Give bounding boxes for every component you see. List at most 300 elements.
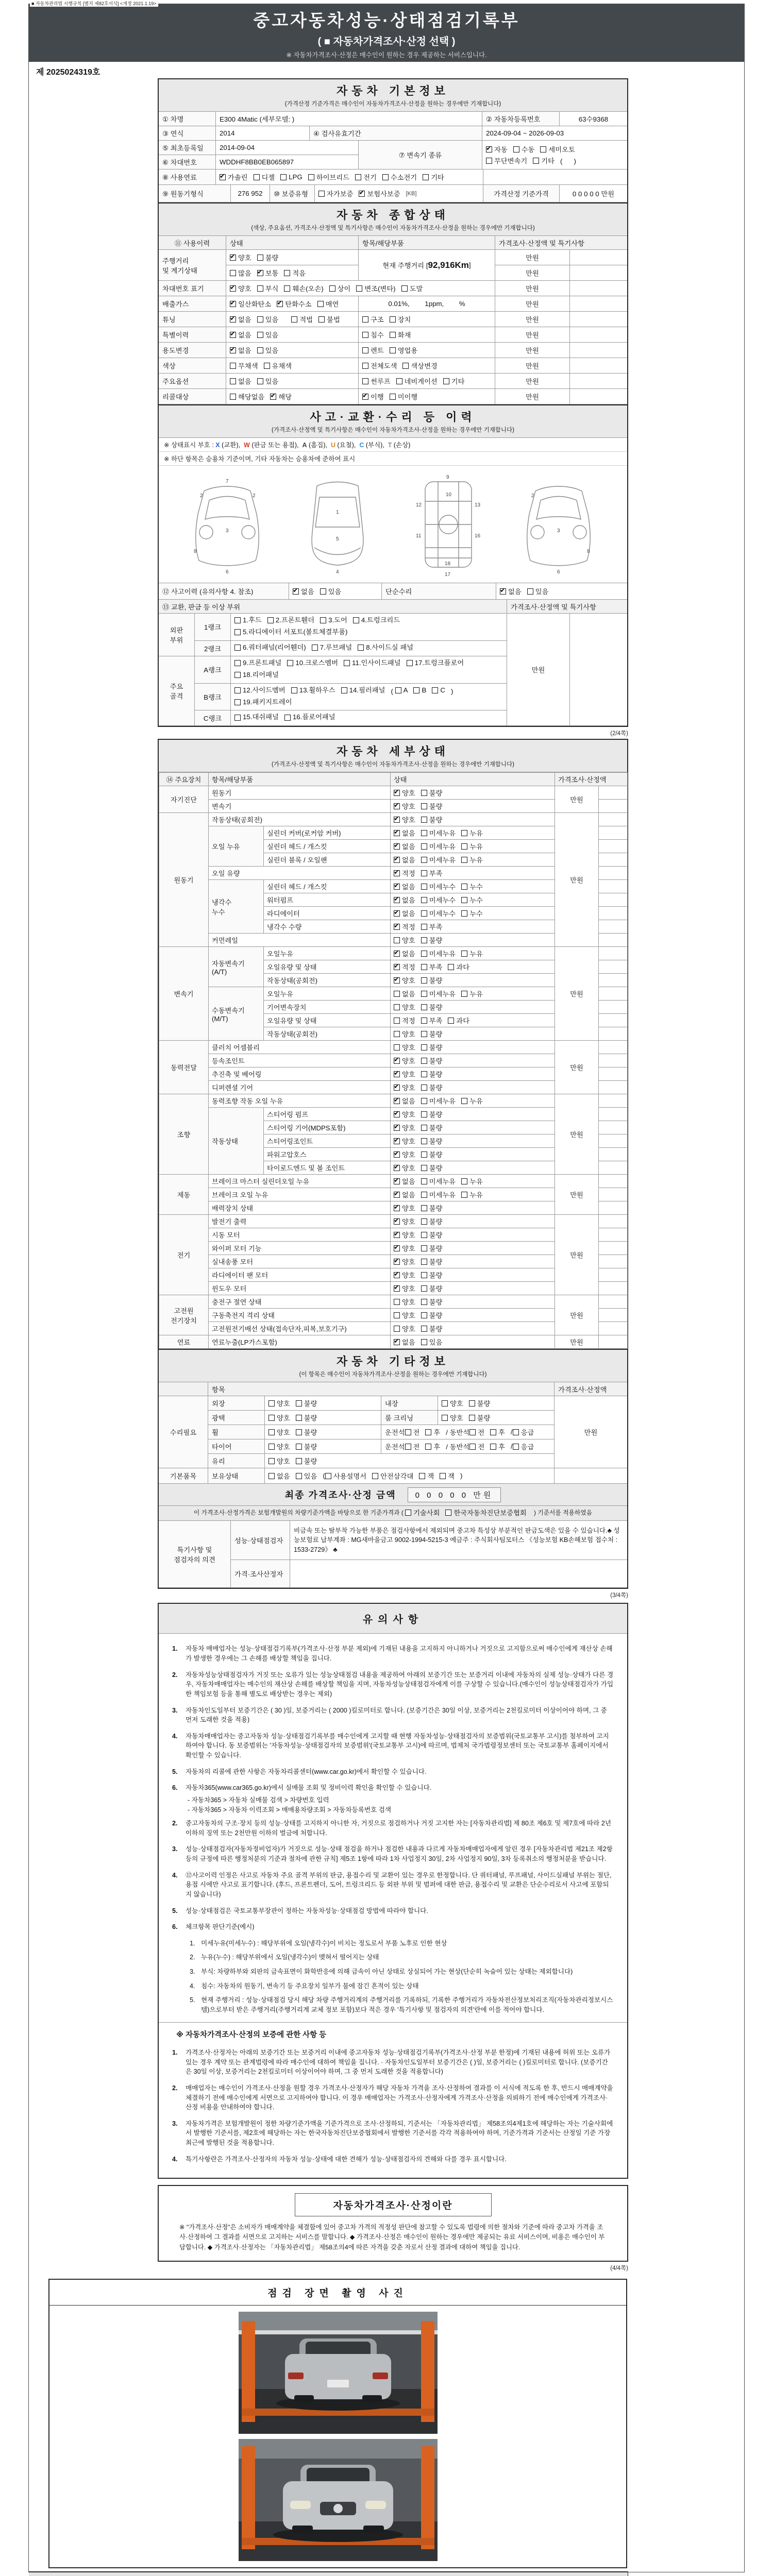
- checkbox-option[interactable]: 불량: [421, 1310, 443, 1320]
- checkbox-option[interactable]: 색상변경: [402, 361, 437, 370]
- checkbox[interactable]: [394, 937, 400, 943]
- checkbox[interactable]: [421, 817, 427, 823]
- checkbox-option[interactable]: 양호: [268, 1427, 290, 1437]
- checkbox-option[interactable]: 불량: [257, 252, 279, 262]
- checkbox[interactable]: [394, 1084, 400, 1091]
- checkbox-option[interactable]: ✔ 가솔린: [220, 172, 248, 182]
- checkbox[interactable]: [421, 790, 427, 796]
- checkbox-option[interactable]: 렌트: [362, 345, 384, 355]
- checkbox-option[interactable]: 잭: [419, 1471, 434, 1481]
- checkbox-option[interactable]: 있음: [527, 586, 549, 596]
- checkbox-option[interactable]: 누수: [461, 882, 483, 891]
- checkbox[interactable]: [230, 332, 236, 338]
- checkbox-option[interactable]: 누유: [461, 1096, 483, 1106]
- checkbox-option[interactable]: 없음: [394, 989, 415, 998]
- checkbox-option[interactable]: ✔ 양호: [394, 975, 415, 985]
- checkbox[interactable]: [421, 1058, 427, 1064]
- checkbox-option[interactable]: 1.후드: [234, 615, 262, 626]
- checkbox-option[interactable]: 불량: [296, 1427, 317, 1437]
- checkbox-option[interactable]: 불량: [421, 1029, 443, 1039]
- checkbox[interactable]: [461, 910, 467, 917]
- checkbox[interactable]: [421, 1098, 427, 1104]
- checkbox-option[interactable]: ✔ 탄화수소: [277, 299, 311, 309]
- checkbox-option[interactable]: ✔ 없음: [394, 1176, 415, 1186]
- checkbox-option[interactable]: 불량: [469, 1398, 491, 1408]
- checkbox-option[interactable]: 불량: [421, 1324, 443, 1333]
- checkbox[interactable]: [533, 158, 539, 164]
- checkbox[interactable]: [395, 687, 401, 693]
- checkbox-option[interactable]: ✔ 양호: [230, 252, 251, 262]
- checkbox[interactable]: [402, 363, 409, 369]
- checkbox-option[interactable]: A: [395, 685, 408, 696]
- checkbox[interactable]: [461, 857, 467, 863]
- checkbox[interactable]: [448, 964, 454, 970]
- checkbox[interactable]: [296, 1458, 302, 1464]
- checkbox[interactable]: [394, 964, 400, 970]
- checkbox[interactable]: [421, 1192, 427, 1198]
- checkbox[interactable]: [421, 1339, 427, 1345]
- checkbox[interactable]: [461, 830, 467, 836]
- checkbox-option[interactable]: 12.사이드멤버: [234, 685, 285, 696]
- checkbox[interactable]: [421, 977, 427, 984]
- checkbox-option[interactable]: 화재: [390, 330, 411, 340]
- checkbox-option[interactable]: 10.크로스멤버: [287, 658, 338, 669]
- checkbox-option[interactable]: 구조: [362, 314, 384, 324]
- checkbox[interactable]: [230, 363, 236, 369]
- checkbox[interactable]: [234, 715, 241, 721]
- checkbox-option[interactable]: 양호: [442, 1398, 463, 1408]
- checkbox-option[interactable]: 불량: [421, 1270, 443, 1280]
- checkbox[interactable]: [230, 316, 236, 323]
- checkbox-option[interactable]: 누유: [461, 948, 483, 958]
- checkbox[interactable]: [394, 803, 400, 809]
- checkbox[interactable]: [527, 588, 533, 595]
- checkbox-option[interactable]: 변조(변타): [356, 283, 395, 293]
- checkbox[interactable]: [394, 884, 400, 890]
- checkbox[interactable]: [390, 347, 396, 353]
- checkbox[interactable]: [394, 1071, 400, 1077]
- checkbox[interactable]: [296, 1415, 302, 1421]
- checkbox-option[interactable]: 도말: [401, 283, 423, 293]
- checkbox[interactable]: [421, 1018, 427, 1024]
- checkbox[interactable]: [421, 870, 427, 876]
- checkbox[interactable]: [461, 1178, 467, 1184]
- checkbox-option[interactable]: 전: [405, 1442, 420, 1451]
- checkbox-option[interactable]: 적음: [284, 268, 306, 278]
- checkbox-option[interactable]: 불량: [421, 1056, 443, 1065]
- checkbox-option[interactable]: 7.루브패널: [312, 642, 352, 653]
- checkbox-option[interactable]: ✔ 없음: [230, 345, 251, 355]
- checkbox[interactable]: [220, 174, 226, 180]
- checkbox-option[interactable]: ✔ 없음: [394, 1190, 415, 1199]
- checkbox-option[interactable]: 누유: [461, 1176, 483, 1186]
- checkbox[interactable]: [257, 270, 263, 276]
- checkbox-option[interactable]: 6.쿼터패널(리어휀더): [234, 642, 306, 653]
- checkbox[interactable]: [280, 174, 287, 180]
- checkbox-option[interactable]: ✔ 양호: [394, 1203, 415, 1213]
- checkbox[interactable]: [277, 301, 283, 307]
- checkbox[interactable]: [421, 1151, 427, 1158]
- checkbox[interactable]: [234, 699, 241, 705]
- checkbox-option[interactable]: ✔ 없음: [394, 855, 415, 865]
- checkbox[interactable]: [461, 1192, 467, 1198]
- checkbox-option[interactable]: 누유: [461, 855, 483, 865]
- checkbox[interactable]: [320, 588, 326, 595]
- checkbox[interactable]: [413, 687, 419, 693]
- checkbox[interactable]: [394, 1151, 400, 1158]
- checkbox-option[interactable]: 하이브리드: [308, 172, 349, 182]
- checkbox[interactable]: [308, 174, 314, 180]
- checkbox-option[interactable]: 미이행: [390, 392, 418, 401]
- checkbox-option[interactable]: 양호: [394, 1324, 415, 1333]
- checkbox-option[interactable]: 미세누수: [421, 895, 456, 905]
- checkbox-option[interactable]: 불량: [421, 1123, 443, 1132]
- checkbox-option[interactable]: 불법: [318, 314, 340, 324]
- checkbox[interactable]: [268, 1429, 275, 1435]
- checkbox[interactable]: [461, 897, 467, 903]
- checkbox[interactable]: [421, 1326, 427, 1332]
- checkbox[interactable]: [318, 316, 325, 323]
- checkbox-option[interactable]: 미세누유: [421, 828, 456, 838]
- checkbox[interactable]: [394, 951, 400, 957]
- checkbox-option[interactable]: ✔ 없음: [394, 828, 415, 838]
- checkbox-option[interactable]: ✔ 양호: [394, 788, 415, 798]
- checkbox[interactable]: [325, 1473, 331, 1479]
- checkbox[interactable]: [362, 332, 368, 338]
- checkbox[interactable]: [284, 715, 291, 721]
- checkbox[interactable]: [425, 1444, 431, 1450]
- checkbox-option[interactable]: 누유: [461, 841, 483, 851]
- checkbox[interactable]: [394, 1058, 400, 1064]
- checkbox[interactable]: [513, 146, 519, 152]
- checkbox-option[interactable]: ✔ 양호: [394, 1243, 415, 1253]
- checkbox-option[interactable]: 응급: [513, 1442, 534, 1451]
- checkbox[interactable]: [296, 1400, 302, 1406]
- checkbox[interactable]: [344, 660, 350, 666]
- checkbox-option[interactable]: ✔ 없음: [500, 586, 522, 596]
- checkbox-option[interactable]: 부족: [421, 962, 443, 972]
- checkbox[interactable]: [254, 174, 260, 180]
- checkbox-option[interactable]: 16.플로어패널: [284, 712, 335, 723]
- checkbox[interactable]: [490, 1429, 496, 1435]
- checkbox-option[interactable]: 전: [469, 1427, 484, 1437]
- checkbox[interactable]: [407, 660, 413, 666]
- checkbox[interactable]: [421, 964, 427, 970]
- checkbox-option[interactable]: ✔ 양호: [394, 1082, 415, 1092]
- checkbox[interactable]: [230, 285, 236, 292]
- checkbox-option[interactable]: 세미오토: [540, 144, 575, 154]
- checkbox[interactable]: [394, 1312, 400, 1318]
- checkbox-option[interactable]: 전체도색: [362, 361, 397, 370]
- checkbox[interactable]: [421, 1312, 427, 1318]
- checkbox[interactable]: [421, 1044, 427, 1050]
- checkbox-option[interactable]: 11.인사이드패널: [344, 658, 401, 669]
- checkbox[interactable]: [257, 316, 263, 323]
- checkbox-option[interactable]: ✔ 양호: [394, 1123, 415, 1132]
- checkbox[interactable]: [394, 1178, 400, 1184]
- checkbox-option[interactable]: 무단변속기: [486, 156, 527, 165]
- checkbox[interactable]: [268, 1415, 275, 1421]
- checkbox[interactable]: [234, 617, 241, 623]
- checkbox[interactable]: [421, 1004, 427, 1010]
- checkbox[interactable]: [421, 910, 427, 917]
- checkbox[interactable]: [421, 803, 427, 809]
- checkbox[interactable]: [421, 1218, 427, 1225]
- checkbox[interactable]: [394, 1192, 400, 1198]
- checkbox[interactable]: [394, 897, 400, 903]
- checkbox[interactable]: [443, 378, 449, 384]
- checkbox-option[interactable]: 매연: [317, 299, 339, 309]
- checkbox[interactable]: [394, 1218, 400, 1225]
- checkbox-option[interactable]: 양호: [394, 1310, 415, 1320]
- checkbox[interactable]: [421, 1071, 427, 1077]
- checkbox[interactable]: [421, 1259, 427, 1265]
- checkbox-option[interactable]: 안전삼각대: [372, 1471, 413, 1481]
- checkbox[interactable]: [421, 1232, 427, 1238]
- checkbox-option[interactable]: 기타: [423, 172, 444, 182]
- checkbox-option[interactable]: ✔ 없음: [293, 586, 314, 596]
- checkbox-option[interactable]: ✔ 해당: [270, 392, 292, 401]
- checkbox-option[interactable]: 전: [405, 1427, 420, 1437]
- checkbox-option[interactable]: ✔ 없음: [394, 948, 415, 958]
- checkbox[interactable]: [394, 1326, 400, 1332]
- checkbox-option[interactable]: 수동: [513, 144, 535, 154]
- checkbox[interactable]: [362, 394, 368, 400]
- checkbox-option[interactable]: ✔ 적정: [394, 962, 415, 972]
- checkbox-option[interactable]: ✔ 없음: [394, 895, 415, 905]
- checkbox-option[interactable]: 양호: [394, 1042, 415, 1052]
- checkbox[interactable]: [230, 347, 236, 353]
- checkbox[interactable]: [421, 1299, 427, 1305]
- checkbox[interactable]: [405, 1429, 411, 1435]
- checkbox[interactable]: [394, 1044, 400, 1050]
- checkbox[interactable]: [469, 1429, 476, 1435]
- checkbox[interactable]: [353, 617, 359, 623]
- checkbox-option[interactable]: ✔ 없음: [394, 1337, 415, 1347]
- checkbox-option[interactable]: B: [413, 685, 426, 696]
- checkbox[interactable]: [421, 1245, 427, 1251]
- checkbox-option[interactable]: 누유: [461, 989, 483, 998]
- checkbox[interactable]: [419, 1473, 425, 1479]
- checkbox[interactable]: [257, 332, 263, 338]
- checkbox-option[interactable]: ✔ 양호: [394, 1109, 415, 1119]
- checkbox-option[interactable]: 불량: [469, 1413, 491, 1422]
- checkbox-option[interactable]: C: [432, 685, 445, 696]
- checkbox[interactable]: [461, 1098, 467, 1104]
- checkbox-option[interactable]: 있음: [257, 330, 279, 340]
- checkbox[interactable]: [442, 1415, 448, 1421]
- checkbox-option[interactable]: 적법: [291, 314, 313, 324]
- checkbox[interactable]: [257, 347, 263, 353]
- checkbox-option[interactable]: ✔ 양호: [394, 1069, 415, 1079]
- checkbox[interactable]: [421, 830, 427, 836]
- checkbox-option[interactable]: 해당없음: [230, 392, 264, 401]
- checkbox-option[interactable]: 네비게이션: [396, 376, 438, 386]
- checkbox[interactable]: [362, 316, 368, 323]
- checkbox-option[interactable]: ✔ 양호: [394, 815, 415, 824]
- checkbox-option[interactable]: 양호: [268, 1413, 290, 1422]
- checkbox[interactable]: [362, 378, 368, 384]
- checkbox-option[interactable]: 훼손(오손): [284, 283, 323, 293]
- checkbox[interactable]: [394, 870, 400, 876]
- checkbox[interactable]: [230, 394, 236, 400]
- checkbox-option[interactable]: ✔ 양호: [394, 1257, 415, 1266]
- checkbox[interactable]: [421, 1272, 427, 1278]
- checkbox-option[interactable]: 과다: [448, 1015, 469, 1025]
- checkbox-option[interactable]: 19.패키지트레이: [234, 697, 292, 708]
- checkbox-option[interactable]: 한국자동차진단보증협회: [445, 1507, 526, 1517]
- checkbox[interactable]: [394, 1259, 400, 1265]
- checkbox-option[interactable]: 있음: [296, 1471, 317, 1481]
- checkbox-option[interactable]: 양호: [268, 1442, 290, 1451]
- checkbox-option[interactable]: 13.휠하우스: [291, 685, 335, 696]
- checkbox[interactable]: [394, 830, 400, 836]
- checkbox-option[interactable]: 미세누유: [421, 948, 456, 958]
- checkbox-option[interactable]: 상이: [329, 283, 351, 293]
- checkbox[interactable]: [421, 1125, 427, 1131]
- checkbox-option[interactable]: 불량: [421, 801, 443, 811]
- checkbox-option[interactable]: 미세누유: [421, 1176, 456, 1186]
- checkbox-option[interactable]: 유채색: [264, 361, 292, 370]
- checkbox-option[interactable]: ✔ 양호: [394, 801, 415, 811]
- checkbox-option[interactable]: 5.라디에이터 서포트(볼트체결부품): [234, 627, 347, 638]
- checkbox-option[interactable]: 전: [469, 1442, 484, 1451]
- checkbox[interactable]: [394, 1232, 400, 1238]
- checkbox[interactable]: [500, 588, 506, 595]
- checkbox[interactable]: [312, 645, 318, 651]
- checkbox[interactable]: [394, 1245, 400, 1251]
- checkbox[interactable]: [355, 174, 361, 180]
- checkbox-option[interactable]: ✔ 보험사보증: [359, 189, 400, 198]
- checkbox[interactable]: [394, 991, 400, 997]
- checkbox-option[interactable]: 불량: [296, 1442, 317, 1451]
- checkbox[interactable]: [425, 1429, 431, 1435]
- checkbox[interactable]: [234, 629, 241, 635]
- checkbox-option[interactable]: 전기: [355, 172, 377, 182]
- checkbox-option[interactable]: 침수: [362, 330, 384, 340]
- checkbox-option[interactable]: 불량: [421, 1042, 443, 1052]
- checkbox-option[interactable]: 양호: [268, 1456, 290, 1466]
- checkbox[interactable]: [390, 316, 396, 323]
- checkbox[interactable]: [257, 285, 263, 292]
- checkbox[interactable]: [257, 378, 263, 384]
- checkbox[interactable]: [284, 285, 290, 292]
- checkbox-option[interactable]: 누유: [461, 1190, 483, 1199]
- checkbox[interactable]: [394, 1111, 400, 1117]
- checkbox[interactable]: [421, 843, 427, 850]
- checkbox-option[interactable]: ✔ 양호: [394, 1149, 415, 1159]
- checkbox[interactable]: [486, 158, 492, 164]
- checkbox[interactable]: [268, 1473, 275, 1479]
- checkbox-option[interactable]: 불량: [421, 1082, 443, 1092]
- checkbox-option[interactable]: 없음: [230, 376, 251, 386]
- checkbox-option[interactable]: 기타: [533, 156, 554, 165]
- checkbox[interactable]: [421, 951, 427, 957]
- checkbox[interactable]: [432, 687, 438, 693]
- checkbox-option[interactable]: 후: [490, 1427, 505, 1437]
- checkbox[interactable]: [421, 1165, 427, 1171]
- checkbox[interactable]: [513, 1444, 519, 1450]
- checkbox-option[interactable]: ✔ 없음: [394, 908, 415, 918]
- checkbox-option[interactable]: 잭: [440, 1471, 455, 1481]
- checkbox[interactable]: [461, 843, 467, 850]
- checkbox-option[interactable]: 부족: [421, 868, 443, 878]
- checkbox-option[interactable]: 불량: [421, 1230, 443, 1240]
- checkbox-option[interactable]: 양호: [394, 935, 415, 945]
- checkbox[interactable]: [293, 588, 299, 595]
- checkbox-option[interactable]: 2.프론트휀더: [267, 615, 314, 626]
- checkbox-option[interactable]: 불량: [421, 1243, 443, 1253]
- checkbox-option[interactable]: 무채색: [230, 361, 258, 370]
- checkbox[interactable]: [394, 1004, 400, 1010]
- checkbox-option[interactable]: 불량: [421, 788, 443, 798]
- checkbox-option[interactable]: 누수: [461, 908, 483, 918]
- checkbox-option[interactable]: 8.사이드실 패널: [358, 642, 413, 653]
- checkbox[interactable]: [540, 146, 546, 152]
- checkbox-option[interactable]: ✔ 양호: [394, 1230, 415, 1240]
- checkbox[interactable]: [394, 790, 400, 796]
- checkbox-option[interactable]: 불량: [421, 1163, 443, 1173]
- checkbox[interactable]: [296, 1444, 302, 1450]
- checkbox-option[interactable]: 누수: [461, 895, 483, 905]
- checkbox[interactable]: [394, 1125, 400, 1131]
- checkbox-option[interactable]: 불량: [421, 1283, 443, 1293]
- checkbox[interactable]: [421, 924, 427, 930]
- checkbox[interactable]: [270, 394, 276, 400]
- checkbox[interactable]: [394, 843, 400, 850]
- checkbox-option[interactable]: 불량: [421, 1297, 443, 1307]
- checkbox-option[interactable]: ✔ 양호: [394, 1163, 415, 1173]
- checkbox[interactable]: [394, 1339, 400, 1345]
- checkbox[interactable]: [230, 270, 236, 276]
- checkbox[interactable]: [421, 1111, 427, 1117]
- checkbox-option[interactable]: 양호: [394, 1297, 415, 1307]
- checkbox-option[interactable]: 미세누유: [421, 855, 456, 865]
- checkbox[interactable]: [394, 977, 400, 984]
- checkbox-option[interactable]: ✔ 보통: [257, 268, 279, 278]
- checkbox-option[interactable]: ✔ 적정: [394, 922, 415, 931]
- checkbox[interactable]: [382, 174, 389, 180]
- checkbox-option[interactable]: 불량: [421, 935, 443, 945]
- checkbox-option[interactable]: 있음: [257, 376, 279, 386]
- checkbox-option[interactable]: 불량: [296, 1398, 317, 1408]
- checkbox-option[interactable]: ✔ 없음: [230, 314, 251, 324]
- checkbox-option[interactable]: 불량: [421, 1203, 443, 1213]
- checkbox-option[interactable]: 미세누유: [421, 841, 456, 851]
- checkbox-option[interactable]: ✔ 이행: [362, 392, 384, 401]
- checkbox-option[interactable]: 후: [490, 1442, 505, 1451]
- checkbox[interactable]: [405, 1510, 411, 1516]
- checkbox-option[interactable]: 불량: [421, 1109, 443, 1119]
- checkbox-option[interactable]: 있음: [320, 586, 342, 596]
- checkbox-option[interactable]: ✔ 자동: [486, 144, 508, 154]
- checkbox[interactable]: [296, 1473, 302, 1479]
- checkbox[interactable]: [390, 332, 396, 338]
- checkbox-option[interactable]: 미세누유: [421, 1096, 456, 1106]
- checkbox[interactable]: [394, 1165, 400, 1171]
- checkbox-option[interactable]: 불량: [421, 1257, 443, 1266]
- checkbox-option[interactable]: 4.트렁크리드: [353, 615, 400, 626]
- checkbox[interactable]: [234, 687, 241, 693]
- checkbox[interactable]: [329, 285, 335, 292]
- checkbox-option[interactable]: 기술사회: [405, 1507, 440, 1517]
- checkbox[interactable]: [394, 1272, 400, 1278]
- checkbox[interactable]: [421, 1285, 427, 1292]
- checkbox-option[interactable]: 불량: [296, 1413, 317, 1422]
- checkbox-option[interactable]: 미세누수: [421, 908, 456, 918]
- checkbox[interactable]: [267, 617, 274, 623]
- checkbox-option[interactable]: 양호: [442, 1413, 463, 1422]
